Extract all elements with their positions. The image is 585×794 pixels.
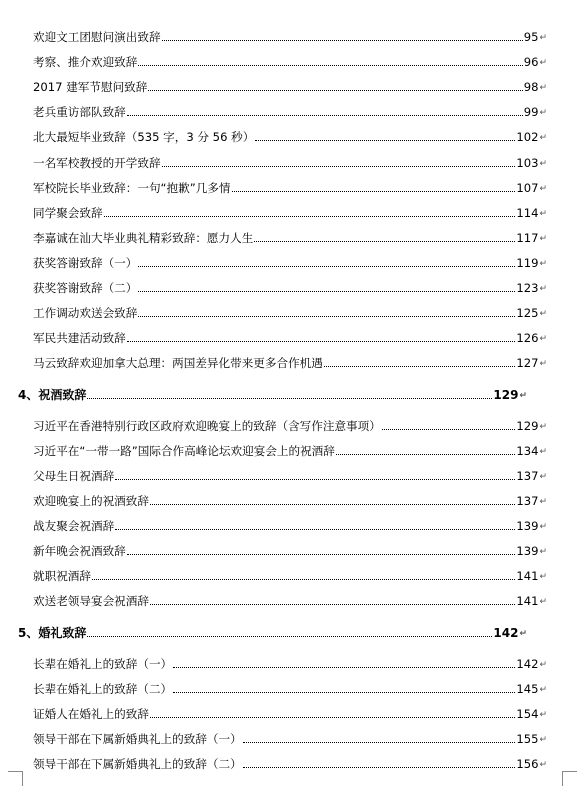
toc-entry[interactable] xyxy=(0,46,585,71)
toc-page-number: 114 xyxy=(516,205,539,220)
toc-page-number: 95 xyxy=(523,30,539,45)
toc-page-number: 117 xyxy=(516,230,539,245)
dot-leader xyxy=(324,366,515,367)
toc-entry-title: 马云致辞欢迎加拿大总理：两国差异化带来更多合作机遇 xyxy=(33,356,323,371)
dot-leader xyxy=(148,90,522,91)
dot-leader xyxy=(87,398,492,399)
toc-page-number: 142 xyxy=(516,656,539,671)
toc-page-number: 127 xyxy=(516,356,539,371)
toc-entry[interactable] xyxy=(0,21,585,46)
paragraph-mark-icon: ↵ xyxy=(539,446,547,457)
toc-page-number: 155 xyxy=(516,732,539,747)
toc-entry-title: 欢送老领导宴会祝酒辞 xyxy=(33,594,149,609)
dot-leader xyxy=(115,529,515,530)
toc-page-number: 129 xyxy=(516,418,539,433)
paragraph-mark-icon: ↵ xyxy=(539,684,547,695)
dot-leader xyxy=(127,341,516,342)
toc-entry[interactable] xyxy=(0,723,585,748)
paragraph-mark-icon: ↵ xyxy=(539,233,547,244)
toc-page-number: 129 xyxy=(493,387,519,402)
toc-page-number: 102 xyxy=(516,130,539,145)
table-of-contents xyxy=(0,21,585,773)
toc-entry-title: 就职祝酒辞 xyxy=(33,569,91,584)
toc-entry-title: 李嘉诚在汕大毕业典礼精彩致辞：愿力人生 xyxy=(33,230,254,245)
toc-section-heading[interactable] xyxy=(0,616,585,641)
toc-entry-title: 新年晚会祝酒致辞 xyxy=(33,544,126,559)
paragraph-mark-icon: ↵ xyxy=(539,183,547,194)
dot-leader xyxy=(150,604,515,605)
toc-page-number: 145 xyxy=(516,681,539,696)
toc-page-number: 126 xyxy=(516,331,539,346)
toc-page-number: 137 xyxy=(516,468,539,483)
crop-mark-bottom-right xyxy=(562,771,577,786)
toc-entry[interactable] xyxy=(0,585,585,610)
toc-entry[interactable] xyxy=(0,410,585,435)
paragraph-mark-icon: ↵ xyxy=(519,390,527,401)
toc-page-number: 123 xyxy=(516,281,539,296)
toc-page-number: 119 xyxy=(516,255,539,270)
paragraph-mark-icon: ↵ xyxy=(539,760,547,771)
toc-entry-title: 领导干部在下属新婚典礼上的致辞（二） xyxy=(33,757,242,772)
toc-entry[interactable] xyxy=(0,247,585,272)
toc-entry[interactable] xyxy=(0,485,585,510)
paragraph-mark-icon: ↵ xyxy=(539,572,547,583)
dot-leader xyxy=(150,504,515,505)
paragraph-mark-icon: ↵ xyxy=(539,284,547,295)
toc-page-number: 103 xyxy=(516,155,539,170)
toc-entry-title: 战友聚会祝酒辞 xyxy=(33,519,115,534)
dot-leader xyxy=(162,166,516,167)
paragraph-mark-icon: ↵ xyxy=(539,659,547,670)
toc-entry[interactable] xyxy=(0,272,585,297)
toc-page-number: 99 xyxy=(523,105,539,120)
toc-entry-title: 欢迎文工团慰问演出致辞 xyxy=(33,30,161,45)
toc-entry[interactable] xyxy=(0,748,585,773)
toc-entry[interactable] xyxy=(0,71,585,96)
toc-page-number: 134 xyxy=(516,443,539,458)
paragraph-mark-icon: ↵ xyxy=(539,208,547,219)
paragraph-mark-icon: ↵ xyxy=(539,496,547,507)
toc-page-number: 142 xyxy=(493,625,519,640)
toc-entry-title: 一名军校教授的开学致辞 xyxy=(33,155,161,170)
dot-leader xyxy=(87,636,492,637)
paragraph-mark-icon: ↵ xyxy=(539,709,547,720)
dot-leader xyxy=(138,266,515,267)
toc-section-heading[interactable] xyxy=(0,378,585,403)
dot-leader xyxy=(254,241,515,242)
dot-leader xyxy=(138,291,515,292)
toc-entry-title: 父母生日祝酒辞 xyxy=(33,468,115,483)
dot-leader xyxy=(243,767,516,768)
paragraph-mark-icon: ↵ xyxy=(539,309,547,320)
dot-leader xyxy=(150,717,515,718)
paragraph-mark-icon: ↵ xyxy=(539,421,547,432)
paragraph-mark-icon: ↵ xyxy=(539,83,547,94)
toc-entry[interactable] xyxy=(0,648,585,673)
toc-entry[interactable] xyxy=(0,460,585,485)
toc-entry-title: 军民共建活动致辞 xyxy=(33,331,126,346)
toc-entry-title: 工作调动欢送会致辞 xyxy=(33,306,138,321)
paragraph-mark-icon: ↵ xyxy=(539,158,547,169)
toc-entry-title: 证婚人在婚礼上的致辞 xyxy=(33,706,149,721)
toc-entry-title: 2017 建军节慰问致辞 xyxy=(33,80,148,95)
dot-leader xyxy=(104,216,516,217)
dot-leader xyxy=(138,316,515,317)
paragraph-mark-icon: ↵ xyxy=(539,133,547,144)
toc-entry-title: 北大最短毕业致辞（535 字，3 分 56 秒） xyxy=(33,130,255,145)
paragraph-mark-icon: ↵ xyxy=(539,108,547,119)
paragraph-mark-icon: ↵ xyxy=(539,735,547,746)
toc-entry[interactable] xyxy=(0,222,585,247)
toc-page-number: 125 xyxy=(516,306,539,321)
paragraph-mark-icon: ↵ xyxy=(539,522,547,533)
toc-entry-title: 习近平在香港特别行政区政府欢迎晚宴上的致辞（含写作注意事项） xyxy=(33,418,381,433)
dot-leader xyxy=(173,692,515,693)
toc-page-number: 107 xyxy=(516,180,539,195)
paragraph-mark-icon: ↵ xyxy=(539,334,547,345)
toc-entry-title: 长辈在婚礼上的致辞（二） xyxy=(33,681,173,696)
paragraph-mark-icon: ↵ xyxy=(539,258,547,269)
toc-entry[interactable] xyxy=(0,172,585,197)
toc-entry-title: 考察、推介欢迎致辞 xyxy=(33,55,138,70)
paragraph-mark-icon: ↵ xyxy=(539,359,547,370)
toc-entry[interactable] xyxy=(0,510,585,535)
paragraph-mark-icon: ↵ xyxy=(539,58,547,69)
paragraph-mark-icon: ↵ xyxy=(539,33,547,44)
paragraph-mark-icon: ↵ xyxy=(539,471,547,482)
toc-entry-title: 获奖答谢致辞（二） xyxy=(33,281,138,296)
dot-leader xyxy=(336,454,515,455)
toc-entry[interactable] xyxy=(0,297,585,322)
dot-leader xyxy=(255,140,515,141)
toc-page-number: 141 xyxy=(516,569,539,584)
toc-entry-title: 4、祝酒致辞 xyxy=(18,387,87,402)
toc-entry-title: 老兵重访部队致辞 xyxy=(33,105,126,120)
dot-leader xyxy=(243,742,516,743)
toc-entry[interactable] xyxy=(0,535,585,560)
toc-page-number: 98 xyxy=(523,80,539,95)
dot-leader xyxy=(115,479,515,480)
toc-page-number: 139 xyxy=(516,544,539,559)
toc-entry-title: 5、婚礼致辞 xyxy=(18,625,87,640)
toc-entry-title: 欢迎晚宴上的祝酒致辞 xyxy=(33,493,149,508)
paragraph-mark-icon: ↵ xyxy=(519,628,527,639)
toc-entry[interactable] xyxy=(0,197,585,222)
toc-entry-title: 获奖答谢致辞（一） xyxy=(33,255,138,270)
toc-entry-title: 长辈在婚礼上的致辞（一） xyxy=(33,656,173,671)
toc-entry[interactable] xyxy=(0,698,585,723)
paragraph-mark-icon: ↵ xyxy=(539,597,547,608)
toc-entry-title: 领导干部在下属新婚典礼上的致辞（一） xyxy=(33,732,242,747)
toc-page-number: 156 xyxy=(516,757,539,772)
toc-page-number: 141 xyxy=(516,594,539,609)
toc-entry-title: 习近平在“一带一路”国际合作高峰论坛欢迎宴会上的祝酒辞 xyxy=(33,443,335,458)
toc-entry[interactable] xyxy=(0,121,585,146)
paragraph-mark-icon: ↵ xyxy=(539,547,547,558)
dot-leader xyxy=(127,554,516,555)
dot-leader xyxy=(162,40,523,41)
dot-leader xyxy=(127,115,523,116)
toc-page-number: 139 xyxy=(516,519,539,534)
toc-entry-title: 军校院长毕业致辞：一句“抱歉”几多情 xyxy=(33,180,231,195)
crop-mark-bottom-left xyxy=(8,771,23,786)
toc-entry[interactable] xyxy=(0,560,585,585)
dot-leader xyxy=(138,65,522,66)
toc-entry[interactable] xyxy=(0,435,585,460)
toc-entry[interactable] xyxy=(0,146,585,171)
toc-page-number: 137 xyxy=(516,493,539,508)
dot-leader xyxy=(173,667,515,668)
dot-leader xyxy=(232,191,516,192)
toc-page-number: 154 xyxy=(516,706,539,721)
dot-leader xyxy=(382,429,515,430)
toc-entry[interactable] xyxy=(0,347,585,372)
toc-entry-title: 同学聚会致辞 xyxy=(33,205,103,220)
toc-entry[interactable] xyxy=(0,96,585,121)
toc-page-number: 96 xyxy=(523,55,539,70)
toc-entry[interactable] xyxy=(0,673,585,698)
toc-entry[interactable] xyxy=(0,322,585,347)
dot-leader xyxy=(92,579,515,580)
